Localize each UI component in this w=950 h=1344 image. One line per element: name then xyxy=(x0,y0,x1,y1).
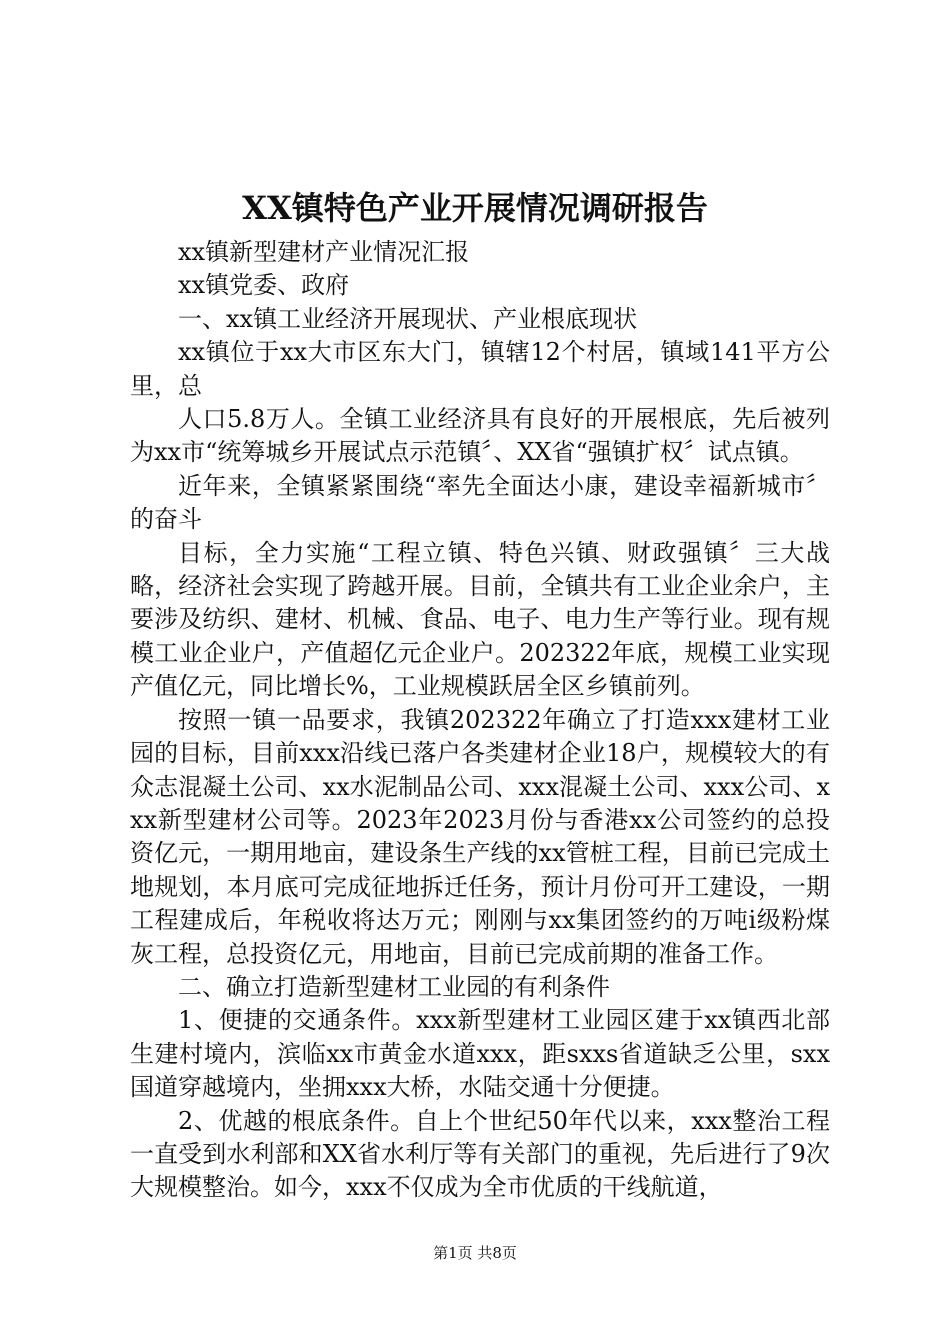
section-heading-2: 二、确立打造新型建材工业园的有利条件 xyxy=(178,972,610,1001)
paragraph: 人口5.8万人。全镇工业经济具有良好的开展根底，先后被列为xx市“统筹城乡开展试点示范镇〞、XX省“强镇扩权〞试点镇。 xyxy=(130,405,830,467)
paragraph: 近年来，全镇紧紧围绕“率先全面达小康，建设幸福新城市〞的奋斗 xyxy=(130,471,830,534)
document-body xyxy=(130,236,830,1205)
page-footer: 第1页 共8页 xyxy=(433,1244,517,1262)
paragraph: 目标，全力实施“工程立镇、特色兴镇、财政强镇〞三大战略，经济社会实现了跨越开展。目前，全镇共有工业企业余户，主要涉及纺织、建材、机械、食品、电子、电力生产等行业。现有规模工业企业户，产值超亿元企业户。202322年底，规模工业实现产值亿元，同比增长%，工业规模跃居全区乡镇前列。 xyxy=(130,538,830,701)
paragraph: 1、便捷的交通条件。xxx新型建材工业园区建于xx镇西北部生建村境内，滨临xx市黄金水道xxx，距sxxs省道缺乏公里，sxx国道穿越境内，坐拥xxx大桥，水陆交通十分便捷。 xyxy=(130,1006,830,1102)
paragraph-author: xx镇党委、政府 xyxy=(178,271,350,300)
paragraph: 按照一镇一品要求，我镇202322年确立了打造xxx建材工业园的目标，目前xxx沿线已落户各类建材企业18户，规模较大的有众志混凝土公司、xx水泥制品公司、xxx混凝土公司、xxx公司、xxx新型建材公司等。2023年2023月份与香港xx公司签约的总投资亿元，一期用地亩，建设条生产线的xx管桩工程，目前已完成土地规划，本月底可完成征地拆迁任务，预计月份可开工建设，一期工程建成后，年税收将达万元；刚刚与xx集团签约的万吨ⅰ级粉煤灰工程，总投资亿元，用地亩，目前已完成前期的准备工作。 xyxy=(130,705,830,968)
document-title: XX镇特色产业开展情况调研报告 xyxy=(242,189,708,227)
paragraph: 2、优越的根底条件。自上个世纪50年代以来，xxx整治工程一直受到水利部和XX省水利厅等有关部门的重视，先后进行了9次大规模整治。如今，xxx不仅成为全市优质的干线航道， xyxy=(130,1106,830,1202)
paragraph-report-subject: xx镇新型建材产业情况汇报 xyxy=(178,238,470,266)
paragraph: xx镇位于xx大市区东大门，镇辖12个村居，镇域141平方公里，总 xyxy=(130,338,830,400)
section-heading-1: 一、xx镇工业经济开展现状、产业根底现状 xyxy=(178,304,638,333)
